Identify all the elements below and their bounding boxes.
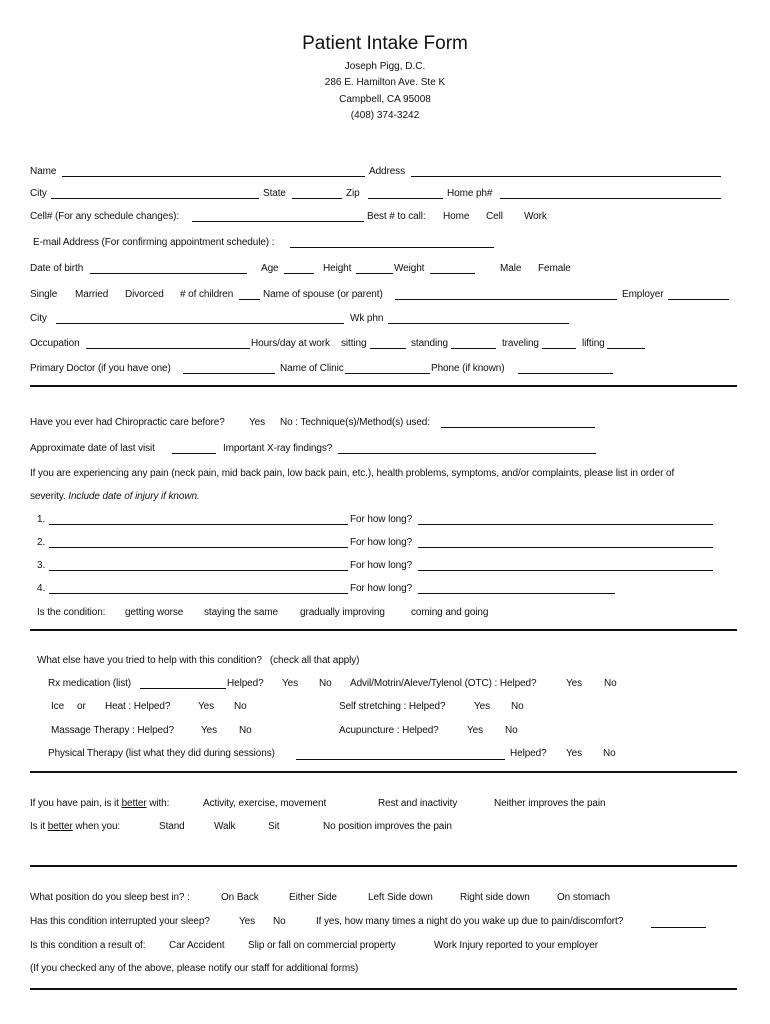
sleep-yes-option[interactable]: Yes: [239, 916, 256, 927]
state-field[interactable]: [292, 198, 342, 199]
cell-field[interactable]: [192, 221, 364, 222]
work-injury-option[interactable]: Work Injury reported to your employer: [434, 940, 598, 951]
rest-option[interactable]: Rest and inactivity: [378, 798, 458, 809]
how-long-field[interactable]: [418, 593, 615, 594]
standing-label: standing: [411, 338, 449, 349]
section-divider: [30, 385, 737, 387]
home-phone-label: Home ph#: [447, 188, 493, 199]
clinic-name-label: Name of Clinic: [280, 363, 344, 374]
how-long-label: For how long?: [350, 560, 413, 571]
primary-doctor-field[interactable]: [183, 373, 275, 374]
position-q2a: Is it: [30, 821, 46, 832]
zip-field[interactable]: [368, 198, 443, 199]
height-label: Height: [323, 263, 352, 274]
phone-known-field[interactable]: [518, 373, 613, 374]
stretching-yes-option[interactable]: Yes: [474, 701, 491, 712]
rx-helped-label: Helped?: [227, 678, 264, 689]
city-field[interactable]: [51, 198, 259, 199]
section-divider: [30, 865, 737, 867]
lifting-field[interactable]: [607, 348, 645, 349]
city-label: City: [30, 188, 47, 199]
work-phone-field[interactable]: [388, 323, 569, 324]
last-visit-label: Approximate date of last visit: [30, 443, 155, 454]
chiro-no-option[interactable]: No : Technique(s)/Method(s) used:: [280, 417, 430, 428]
name-label: Name: [30, 166, 57, 177]
include-date-note: Include date of injury if known.: [68, 491, 200, 502]
employer-field[interactable]: [668, 299, 729, 300]
best-cell-option[interactable]: Cell: [486, 211, 503, 222]
heat-no-option[interactable]: No: [234, 701, 247, 712]
section-divider: [30, 988, 737, 990]
rx-field[interactable]: [140, 688, 226, 689]
getting-worse-option[interactable]: getting worse: [125, 607, 184, 618]
massage-no-option[interactable]: No: [239, 725, 252, 736]
walk-option[interactable]: Walk: [214, 821, 236, 832]
on-back-option[interactable]: On Back: [221, 892, 259, 903]
zip-label: Zip: [346, 188, 360, 199]
coming-going-option[interactable]: coming and going: [411, 607, 489, 618]
doctor-name: Joseph Pigg, D.C.: [344, 61, 426, 72]
wake-times-field[interactable]: [651, 927, 706, 928]
traveling-label: traveling: [502, 338, 539, 349]
height-field[interactable]: [356, 273, 393, 274]
weight-field[interactable]: [430, 273, 475, 274]
email-label: E-mail Address (For confirming appointment schedule) :: [33, 237, 275, 248]
either-side-option[interactable]: Either Side: [289, 892, 337, 903]
best-work-option[interactable]: Work: [524, 211, 547, 222]
technique-field[interactable]: [441, 427, 595, 428]
how-long-field[interactable]: [418, 524, 713, 525]
name-field[interactable]: [62, 176, 365, 177]
position-q2b: when you:: [75, 821, 121, 832]
cell-label: Cell# (For any schedule changes):: [30, 211, 180, 222]
pain-better-q1a: If you have pain, is it: [30, 798, 119, 809]
gradually-improving-option[interactable]: gradually improving: [300, 607, 385, 618]
notify-note: (If you checked any of the above, please notify our staff for additional forms): [30, 963, 359, 974]
age-label: Age: [261, 263, 279, 274]
phone-known-label: Phone (if known): [431, 363, 505, 374]
ice-option[interactable]: Ice: [51, 701, 65, 712]
heat-label: Heat : Helped?: [105, 701, 171, 712]
on-stomach-option[interactable]: On stomach: [557, 892, 610, 903]
home-phone-field[interactable]: [500, 198, 721, 199]
pain-better-q1b: with:: [149, 798, 170, 809]
chiro-question: Have you ever had Chiropractic care before?: [30, 417, 225, 428]
stretching-label: Self stretching : Helped?: [339, 701, 446, 712]
form-title: Patient Intake Form: [302, 33, 468, 54]
how-long-field[interactable]: [418, 570, 713, 571]
slip-fall-option[interactable]: Slip or fall on commercial property: [248, 940, 396, 951]
clinic-phone: (408) 374-3242: [350, 110, 420, 121]
clinic-address: 286 E. Hamilton Ave. Ste K: [324, 77, 446, 88]
traveling-field[interactable]: [542, 348, 576, 349]
sleep-question: What position do you sleep best in? :: [30, 892, 190, 903]
result-of-label: Is this condition a result of:: [30, 940, 146, 951]
wake-times-label: If yes, how many times a night do you wake up due to pain/discomfort?: [316, 916, 624, 927]
state-label: State: [263, 188, 286, 199]
how-long-field[interactable]: [418, 547, 713, 548]
pt-field[interactable]: [296, 759, 505, 760]
clinic-name-field[interactable]: [345, 373, 430, 374]
best-call-label: Best # to call:: [367, 211, 426, 222]
children-label: # of children: [180, 289, 234, 300]
complaint-field[interactable]: [49, 547, 348, 548]
car-accident-option[interactable]: Car Accident: [169, 940, 225, 951]
children-field[interactable]: [239, 299, 260, 300]
how-long-label: For how long?: [350, 583, 413, 594]
primary-doctor-label: Primary Doctor (if you have one): [30, 363, 171, 374]
neither-option[interactable]: Neither improves the pain: [494, 798, 606, 809]
massage-yes-option[interactable]: Yes: [201, 725, 218, 736]
acupuncture-yes-option[interactable]: Yes: [467, 725, 484, 736]
pt-helped-label: Helped?: [510, 748, 547, 759]
work-city-field[interactable]: [56, 323, 344, 324]
pt-label: Physical Therapy (list what they did during sessions): [48, 748, 275, 759]
email-field[interactable]: [290, 247, 494, 248]
weight-label: Weight: [394, 263, 425, 274]
xray-field[interactable]: [338, 453, 596, 454]
occupation-field[interactable]: [86, 348, 250, 349]
last-visit-field[interactable]: [172, 453, 216, 454]
right-side-option[interactable]: Right side down: [460, 892, 530, 903]
address-label: Address: [369, 166, 405, 177]
massage-label: Massage Therapy : Helped?: [51, 725, 174, 736]
sleep-interrupted-question: Has this condition interrupted your sleep?: [30, 916, 210, 927]
section-divider: [30, 629, 737, 631]
no-position-option[interactable]: No position improves the pain: [323, 821, 452, 832]
how-long-label: For how long?: [350, 514, 413, 525]
position-better-emph: better: [47, 821, 73, 832]
section-divider: [30, 771, 737, 773]
spouse-label: Name of spouse (or parent): [263, 289, 383, 300]
standing-field[interactable]: [451, 348, 496, 349]
hours-label: Hours/day at work: [251, 338, 330, 349]
severity-text: severity.: [30, 491, 66, 502]
rx-label: Rx medication (list): [48, 678, 132, 689]
heat-yes-option[interactable]: Yes: [198, 701, 215, 712]
single-option[interactable]: Single: [30, 289, 58, 300]
complaint-field[interactable]: [49, 524, 348, 525]
activity-option[interactable]: Activity, exercise, movement: [203, 798, 327, 809]
ice-or-text: or: [77, 701, 86, 712]
staying-same-option[interactable]: staying the same: [204, 607, 278, 618]
stretching-no-option[interactable]: No: [511, 701, 524, 712]
tried-question-text: What else have you tried to help with this condition?: [37, 655, 262, 666]
pt-no-option[interactable]: No: [603, 748, 616, 759]
acupuncture-no-option[interactable]: No: [505, 725, 518, 736]
condition-label: Is the condition:: [37, 607, 106, 618]
lifting-label: lifting: [582, 338, 605, 349]
best-home-option[interactable]: Home: [443, 211, 470, 222]
rx-yes-option[interactable]: Yes: [282, 678, 299, 689]
complaint-number: 2.: [37, 537, 46, 548]
sleep-no-option[interactable]: No: [273, 916, 286, 927]
occupation-label: Occupation: [30, 338, 80, 349]
dob-label: Date of birth: [30, 263, 84, 274]
employer-label: Employer: [622, 289, 664, 300]
pain-better-emph: better: [121, 798, 147, 809]
age-field[interactable]: [284, 273, 314, 274]
position-better-question: [30, 821, 120, 832]
address-field[interactable]: [411, 176, 721, 177]
dob-field[interactable]: [90, 273, 247, 274]
check-all-note: (check all that apply): [269, 655, 360, 666]
pain-instructions: If you are experiencing any pain (neck pain, mid back pain, low back pain, etc.), health problems, symptoms, and/or complaints, please list in order of: [30, 468, 675, 479]
spouse-field[interactable]: [395, 299, 617, 300]
male-option[interactable]: Male: [500, 263, 522, 274]
acupuncture-label: Acupuncture : Helped?: [339, 725, 439, 736]
advil-label: Advil/Motrin/Aleve/Tylenol (OTC) : Helped?: [350, 678, 537, 689]
rx-no-option[interactable]: No: [319, 678, 332, 689]
clinic-city: Campbell, CA 95008: [339, 94, 431, 105]
sitting-label: sitting: [341, 338, 367, 349]
complaint-number: 1.: [37, 514, 46, 525]
complaint-field[interactable]: [49, 593, 348, 594]
severity-label: [30, 491, 200, 502]
pt-yes-option[interactable]: Yes: [566, 748, 583, 759]
work-city-label: City: [30, 313, 47, 324]
advil-no-option[interactable]: No: [604, 678, 617, 689]
divorced-option[interactable]: Divorced: [125, 289, 164, 300]
female-option[interactable]: Female: [538, 263, 571, 274]
complaint-number: 4.: [37, 583, 46, 594]
left-side-option[interactable]: Left Side down: [368, 892, 433, 903]
stand-option[interactable]: Stand: [159, 821, 185, 832]
complaint-number: 3.: [37, 560, 46, 571]
sitting-field[interactable]: [370, 348, 406, 349]
sit-option[interactable]: Sit: [268, 821, 280, 832]
how-long-label: For how long?: [350, 537, 413, 548]
married-option[interactable]: Married: [75, 289, 109, 300]
xray-label: Important X-ray findings?: [223, 443, 333, 454]
tried-question: [37, 655, 359, 666]
chiro-yes-option[interactable]: Yes: [249, 417, 266, 428]
complaint-field[interactable]: [49, 570, 348, 571]
advil-yes-option[interactable]: Yes: [566, 678, 583, 689]
pain-better-question: [30, 798, 169, 809]
work-phone-label: Wk phn: [350, 313, 384, 324]
